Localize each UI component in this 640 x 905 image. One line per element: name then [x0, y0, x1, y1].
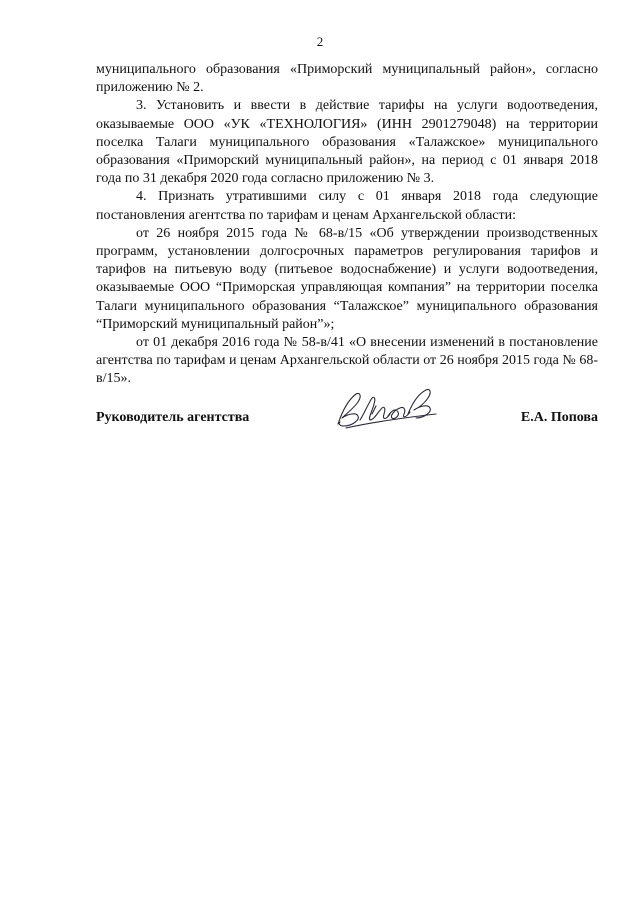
paragraph-continuation: муниципального образования «Приморский муниципальный район», согласно приложению № 2.: [96, 62, 598, 96]
signature-block: [96, 376, 598, 436]
paragraph-item-3: 3. Установить и ввести в действие тарифы на услуги водоотведения, оказываемые ООО «УК «ТЕХНОЛОГИЯ» (ИНН 2901279048) на территории поселка Талаги муниципального образования «Талажское» муниципального образования «Приморский муниципальный район», на период с 01 января 2018 года по 31 декабря 2020 года согласно приложению № 3.: [96, 98, 598, 187]
paragraph-item-4: 4. Признать утратившими силу с 01 января 2018 года следующие постановления агентства по тарифам и ценам Архангельской области:: [96, 189, 598, 223]
signatory-title: Руководитель агентства: [96, 410, 250, 425]
document-body: [96, 61, 598, 389]
page-number: 2: [316, 34, 324, 49]
handwritten-signature: [332, 384, 442, 434]
signatory-name: Е.А. Попова: [520, 410, 598, 425]
paragraph-repealed-act-2: от 01 декабря 2016 года № 58-в/41 «О внесении изменений в постановление агентства по тарифам и ценам Архангельской области от 26 ноября 2015 года № 68-в/15».: [96, 335, 598, 387]
paragraph-repealed-act-1: от 26 ноября 2015 года № 68-в/15 «Об утверждении производственных программ, установлении долгосрочных параметров регулирования тарифов и тарифов на питьевую воду (питьевое водоснабжение) и услуги водоотведения, оказываемые ООО “Приморская управляющая компания” на территории поселка Талаги муниципального образования “Талажское” муниципального образования “Приморский муниципальный район”»;: [96, 225, 598, 332]
